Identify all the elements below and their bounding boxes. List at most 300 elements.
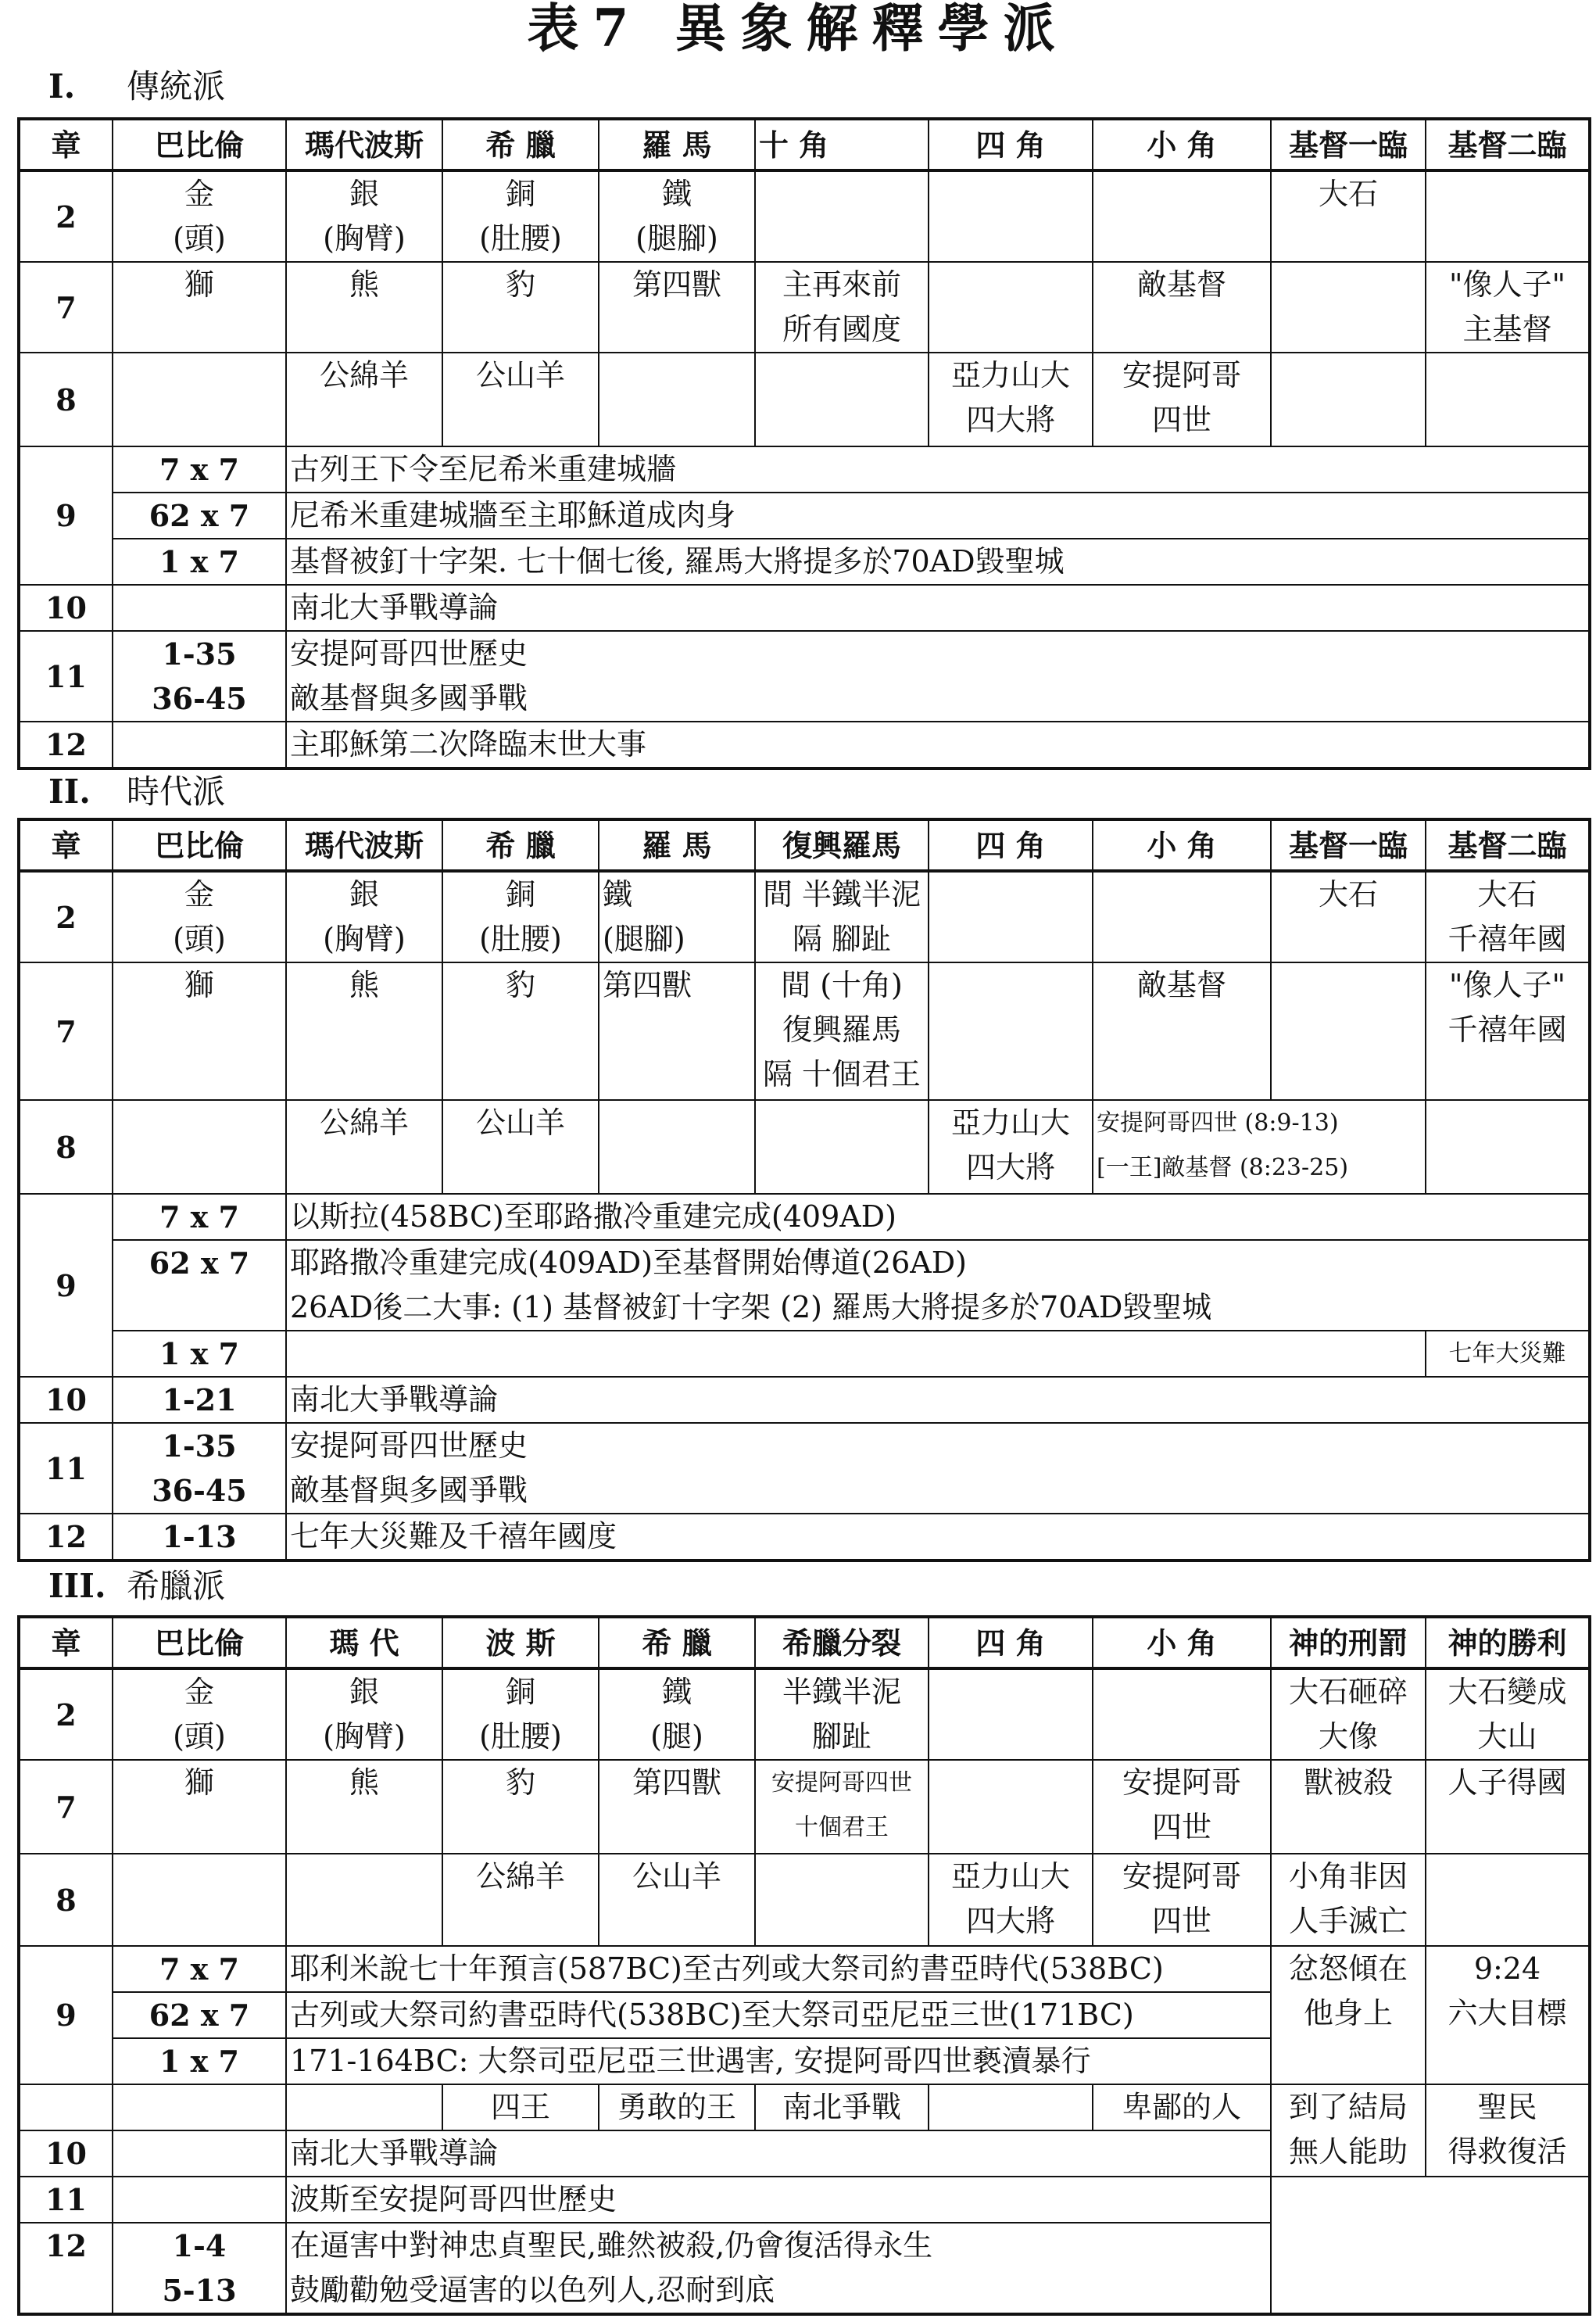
cell-text: 人手滅亡 (1288, 1904, 1408, 1938)
table-cell (929, 170, 1093, 262)
chapter-cell: 10 (19, 2130, 113, 2177)
header-row (19, 119, 1590, 170)
table-row (19, 1194, 1590, 1240)
col-header: 羅 馬 (599, 119, 755, 170)
table-cell (755, 262, 929, 353)
table-row (19, 446, 1590, 493)
cell-text: 十個君王 (802, 1057, 921, 1091)
section-name: 希臘派 (127, 1567, 226, 1605)
cell-text: 36-45 (152, 1473, 247, 1508)
table-cell (442, 170, 599, 262)
table-cell (286, 1854, 442, 1946)
table-cell (929, 1668, 1093, 1760)
table-cell: 波斯至安提阿哥四世歷史 (286, 2177, 1271, 2223)
chapter-cell: 7 (19, 962, 113, 1100)
interval-marker: 隔 (762, 1057, 793, 1091)
table-row (19, 1514, 1590, 1561)
cell-text: 腳趾 (832, 922, 892, 956)
table-cell (755, 871, 929, 962)
chapter-cell: 11 (19, 631, 113, 722)
table-cell: 大石 (1271, 871, 1426, 962)
table-cell: 獸被殺 (1271, 1760, 1426, 1854)
table-cell: 敵基督 (1093, 962, 1271, 1100)
interval-marker: 隔 (792, 922, 822, 956)
col-header: 復興羅馬 (755, 819, 929, 871)
col-header: 四 角 (929, 1617, 1093, 1668)
table-row (19, 493, 1590, 539)
col-header: 巴比倫 (113, 1617, 286, 1668)
table-row (19, 1377, 1590, 1423)
table-cell: 1-13 (113, 1514, 286, 1561)
table-cell (1426, 1668, 1590, 1760)
table-cell: 熊 (286, 262, 442, 353)
col-header: 希 臘 (442, 119, 599, 170)
table-cell (113, 1100, 286, 1194)
col-header: 章 (19, 819, 113, 871)
col-header: 巴比倫 (113, 119, 286, 170)
table-cell (1426, 1946, 1590, 2084)
cell-text: 千禧年國 (1447, 1012, 1567, 1047)
cell-text: 鐵 (603, 877, 633, 912)
section-heading-3 (48, 1562, 225, 1611)
table-cell (1271, 1946, 1426, 2084)
table-row (19, 1240, 1590, 1285)
table-cell (755, 1100, 929, 1194)
table-cell (113, 1668, 286, 1760)
chapter-cell: 7 (19, 262, 113, 353)
table-cell: 熊 (286, 962, 442, 1100)
cell-text: (頭) (173, 922, 226, 956)
cell-text: 亞力山大 (950, 1105, 1070, 1140)
table-cell (19, 2084, 113, 2130)
table-row (19, 962, 1590, 1100)
cell-text: 四世 (1151, 403, 1211, 437)
cell-text: (胸臂) (323, 221, 406, 256)
cell-text: 他身上 (1303, 1996, 1393, 2030)
col-header: 基督二臨 (1426, 119, 1590, 170)
table-cell (755, 962, 929, 1100)
cell-text: (頭) (173, 221, 226, 256)
table-cell (929, 1100, 1093, 1194)
cell-text: (胸臂) (323, 1719, 406, 1754)
cell-text: 1-4 (172, 2228, 227, 2263)
col-header: 波 斯 (442, 1617, 599, 1668)
table-cell (286, 2223, 1271, 2314)
cell-text: (頭) (173, 1719, 226, 1754)
header-row (19, 819, 1590, 871)
table-cell (286, 1668, 442, 1760)
table-cell (113, 1854, 286, 1946)
cell-text: (腿腳) (635, 221, 718, 256)
table-cell (113, 170, 286, 262)
table-cell: 尼希米重建城牆至主耶穌道成肉身 (286, 493, 1590, 539)
col-header: 四 角 (929, 119, 1093, 170)
cell-text: 金 (184, 1675, 214, 1709)
table-cell: 南北大爭戰導論 (286, 1377, 1590, 1423)
col-header: 神的勝利 (1426, 1617, 1590, 1668)
table-cell: 豹 (442, 262, 599, 353)
table-cell: 以斯拉(458BC)至耶路撒冷重建完成(409AD) (286, 1194, 1590, 1240)
section-heading-2 (48, 768, 225, 816)
table-cell (1271, 962, 1426, 1100)
table-cell: 171-164BC: 大祭司亞尼亞三世遇害, 安提阿哥四世褻瀆暴行 (286, 2038, 1271, 2084)
cell-text: 大石砸碎 (1288, 1675, 1408, 1709)
table-cell: 基督被釘十字架. 七十個七後, 羅馬大將提多於70AD毀聖城 (286, 539, 1590, 585)
table-row (19, 353, 1590, 446)
table-cell: 勇敢的王 (599, 2084, 755, 2130)
cell-text: 鼓勵勸勉受逼害的以色列人,忍耐到底 (290, 2273, 775, 2307)
cell-text: (肚腰) (479, 1719, 562, 1754)
col-header: 章 (19, 1617, 113, 1668)
table-cell: 7 x 7 (113, 446, 286, 493)
table-cell (755, 170, 929, 262)
col-header: 十 角 (755, 119, 929, 170)
table-cell: 公綿羊 (442, 1854, 599, 1946)
table-cell (113, 2177, 286, 2223)
chapter-cell: 8 (19, 1100, 113, 1194)
table-cell (1271, 262, 1426, 353)
cell-text: 銀 (349, 177, 379, 211)
col-header: 小 角 (1093, 1617, 1271, 1668)
table-row (19, 871, 1590, 962)
cell-text: 鐵 (661, 177, 692, 211)
cell-text: 半鐵半泥 (782, 1675, 901, 1709)
table-cell (286, 170, 442, 262)
col-header: 小 角 (1093, 819, 1271, 871)
table-cell (286, 1331, 1426, 1377)
col-header: 希 臘 (442, 819, 599, 871)
table-cell: 卑鄙的人 (1093, 2084, 1271, 2130)
chapter-cell: 2 (19, 1668, 113, 1760)
col-header: 基督一臨 (1271, 819, 1426, 871)
table-cell (1426, 1100, 1590, 1194)
table-traditional-school (17, 117, 1591, 770)
table-cell: 第四獸 (599, 1760, 755, 1854)
page-title: 表7 異象解釋學派 (527, 0, 1069, 59)
cell-text: 忿怒傾在 (1288, 1951, 1408, 1986)
cell-text: 敵基督與多國爭戰 (290, 1473, 528, 1507)
section-heading-1 (48, 63, 225, 111)
col-header: 希 臘 (599, 1617, 755, 1668)
chapter-cell: 12 (19, 722, 113, 769)
table-cell: 公綿羊 (286, 353, 442, 446)
cell-text: 四世 (1151, 1904, 1211, 1938)
table-cell (113, 2084, 286, 2130)
chapter-cell: 11 (19, 2177, 113, 2223)
cell-text: (肚腰) (479, 221, 562, 256)
table-cell (113, 631, 286, 722)
cell-text: 大山 (1477, 1719, 1537, 1754)
table-row (19, 1760, 1590, 1854)
table-cell (1426, 2084, 1590, 2177)
cell-text: 四大將 (965, 403, 1055, 437)
table-row (19, 2084, 1590, 2130)
table-cell: 26AD後二大事: (1) 基督被釘十字架 (2) 羅馬大將提多於70AD毀聖城 (286, 1285, 1590, 1331)
cell-text: 復興羅馬 (782, 1012, 901, 1047)
chapter-cell: 7 (19, 1760, 113, 1854)
chapter-cell: 12 (19, 2223, 113, 2314)
section-number: III. (48, 1567, 106, 1605)
table-cell (599, 871, 755, 962)
col-header: 章 (19, 119, 113, 170)
table-cell: 1 x 7 (113, 539, 286, 585)
cell-text: 金 (184, 177, 214, 211)
table-cell (599, 170, 755, 262)
table-cell (1426, 871, 1590, 962)
chapter-cell: 8 (19, 1854, 113, 1946)
table-cell (929, 871, 1093, 962)
header-row (19, 1617, 1590, 1668)
table-cell (755, 1668, 929, 1760)
table-cell: 南北大爭戰導論 (286, 585, 1590, 631)
cell-text: 安提阿哥四世 (8:9-13) (1097, 1109, 1339, 1137)
interval-marker: 間 (781, 968, 811, 1002)
table-cell (1093, 353, 1271, 446)
table-cell (1093, 1668, 1271, 1760)
cell-text: 腳趾 (811, 1719, 871, 1754)
cell-text: "像人子" (1449, 267, 1566, 302)
table-cell (1093, 871, 1271, 962)
table-cell: 獅 (113, 1760, 286, 1854)
table-row (19, 1668, 1590, 1760)
section-name: 時代派 (127, 772, 226, 811)
table-cell: 7 x 7 (113, 1194, 286, 1240)
col-header: 瑪 代 (286, 1617, 442, 1668)
cell-text: [一王]敵基督 (8:23-25) (1097, 1154, 1349, 1181)
table-cell (755, 1854, 929, 1946)
cell-text: 在逼害中對神忠貞聖民,雖然被殺,仍會復活得永生 (290, 2228, 933, 2263)
cell-text: 1-35 (162, 1428, 237, 1464)
col-header: 瑪代波斯 (286, 819, 442, 871)
table-cell: 公綿羊 (286, 1100, 442, 1194)
table-cell (929, 2084, 1093, 2130)
table-cell: 7 x 7 (113, 1946, 286, 1992)
table-row (19, 1331, 1590, 1377)
table-cell (1093, 1854, 1271, 1946)
cell-text: 到了結局 (1288, 2090, 1408, 2124)
cell-text: 安提阿哥四世歷史 (290, 1428, 528, 1463)
table-cell (1271, 1854, 1426, 1946)
chapter-cell: 9 (19, 1946, 113, 2084)
cell-text: 敵基督與多國爭戰 (290, 681, 528, 715)
table-row (19, 585, 1590, 631)
table-cell: 1 x 7 (113, 2038, 286, 2084)
table-cell (1093, 1100, 1426, 1194)
table-cell: 耶利米說七十年預言(587BC)至古列或大祭司約書亞時代(538BC) (286, 1946, 1271, 1992)
cell-text: (腿腳) (603, 922, 685, 956)
cell-text: 大石 (1477, 877, 1537, 912)
cell-text: 所有國度 (782, 312, 901, 346)
table-cell (1426, 353, 1590, 446)
table-row (19, 1946, 1590, 1992)
cell-text: "像人子" (1449, 968, 1566, 1002)
table-cell (1271, 2084, 1426, 2177)
table-cell: 豹 (442, 962, 599, 1100)
chapter-cell: 12 (19, 1514, 113, 1561)
table-cell: 62 x 7 (113, 493, 286, 539)
table-cell: 人子得國 (1426, 1760, 1590, 1854)
cell-text: (肚腰) (479, 922, 562, 956)
table-cell (113, 2223, 286, 2314)
cell-text: 大石變成 (1447, 1675, 1567, 1709)
table-dispensational-school (17, 818, 1591, 1562)
cell-text: 銀 (349, 877, 379, 912)
cell-text: 亞力山大 (950, 1859, 1070, 1894)
col-header: 希臘分裂 (755, 1617, 929, 1668)
table-row (19, 1854, 1590, 1946)
chapter-cell: 2 (19, 170, 113, 262)
table-cell: 公山羊 (442, 1100, 599, 1194)
table-cell: 南北爭戰 (755, 2084, 929, 2130)
cell-text: 銀 (349, 1675, 379, 1709)
chapter-cell: 8 (19, 353, 113, 446)
table-cell: 古列王下令至尼希米重建城牆 (286, 446, 1590, 493)
table-row (19, 722, 1590, 769)
table-cell: 大石 (1271, 170, 1426, 262)
table-cell (1426, 962, 1590, 1100)
table-cell (113, 871, 286, 962)
cell-text: 銅 (505, 877, 535, 912)
chapter-cell: 9 (19, 1194, 113, 1377)
table-cell (113, 1423, 286, 1514)
cell-text: 9:24 (1473, 1951, 1541, 1986)
table-cell: 62 x 7 (113, 1992, 286, 2038)
cell-text: 36-45 (152, 681, 247, 716)
table-cell: 1 x 7 (113, 1331, 286, 1377)
cell-text: 半鐵半泥 (802, 877, 921, 912)
cell-text: 主再來前 (782, 267, 901, 302)
table-cell (929, 262, 1093, 353)
cell-text: 亞力山大 (950, 358, 1070, 392)
cell-text: 鐵 (661, 1675, 692, 1709)
cell-text: 安提阿哥四世 (771, 1769, 912, 1797)
cell-text: 金 (184, 877, 214, 912)
table-cell: 獅 (113, 262, 286, 353)
table-cell: 耶路撒冷重建完成(409AD)至基督開始傳道(26AD) (286, 1240, 1590, 1285)
table-row (19, 631, 1590, 722)
cell-text: 六大目標 (1447, 1996, 1567, 2030)
table-cell (113, 722, 286, 769)
cell-text: 聖民 (1477, 2090, 1537, 2124)
table-row (19, 1100, 1590, 1194)
table-cell (929, 353, 1093, 446)
table-cell (442, 1668, 599, 1760)
col-header: 神的刑罰 (1271, 1617, 1426, 1668)
table-cell (929, 1854, 1093, 1946)
table-cell (113, 353, 286, 446)
col-header: 巴比倫 (113, 819, 286, 871)
chapter-cell: 10 (19, 1377, 113, 1423)
chapter-cell: 10 (19, 585, 113, 631)
col-header: 基督二臨 (1426, 819, 1590, 871)
cell-text: 安提阿哥 (1122, 358, 1241, 392)
table-cell: 七年大災難及千禧年國度 (286, 1514, 1590, 1561)
table-cell: 公山羊 (442, 353, 599, 446)
cell-text: 銅 (505, 177, 535, 211)
section-name: 傳統派 (127, 67, 226, 106)
table-cell: 第四獸 (599, 262, 755, 353)
table-cell (1426, 1854, 1590, 1946)
cell-text: 大像 (1318, 1719, 1378, 1754)
section-number: II. (48, 772, 91, 811)
table-cell: 獅 (113, 962, 286, 1100)
cell-text: 十個君王 (795, 1814, 889, 1841)
table-cell: 熊 (286, 1760, 442, 1854)
table-cell: 敵基督 (1093, 262, 1271, 353)
table-cell: 主耶穌第二次降臨末世大事 (286, 722, 1590, 769)
cell-text: 千禧年國 (1447, 922, 1567, 956)
table-cell (599, 1100, 755, 1194)
interval-marker: 間 (762, 877, 793, 912)
chapter-cell: 11 (19, 1423, 113, 1514)
cell-text: 無人能助 (1288, 2134, 1408, 2169)
table-cell (286, 871, 442, 962)
table-cell: 公山羊 (599, 1854, 755, 1946)
cell-text: 1-35 (162, 636, 237, 672)
chapter-cell: 9 (19, 446, 113, 585)
table-cell (286, 631, 1590, 722)
cell-text: 銅 (505, 1675, 535, 1709)
col-header: 小 角 (1093, 119, 1271, 170)
table-cell: 豹 (442, 1760, 599, 1854)
table-row (19, 262, 1590, 353)
table-row (19, 170, 1590, 262)
table-cell (113, 2130, 286, 2177)
cell-text: (腿) (650, 1719, 703, 1754)
table-cell (1426, 262, 1590, 353)
cell-text: (胸臂) (323, 922, 406, 956)
table-row (19, 1423, 1590, 1514)
cell-text: 小角非因 (1288, 1859, 1408, 1894)
table-cell: 南北大爭戰導論 (286, 2130, 1271, 2177)
col-header: 瑪代波斯 (286, 119, 442, 170)
cell-text: 5-13 (162, 2273, 237, 2308)
col-header: 四 角 (929, 819, 1093, 871)
table-cell (1093, 1760, 1271, 1854)
cell-text: 安提阿哥 (1122, 1765, 1241, 1800)
table-greek-school (17, 1615, 1591, 2316)
table-cell (113, 585, 286, 631)
col-header: 基督一臨 (1271, 119, 1426, 170)
table-cell (929, 962, 1093, 1100)
cell-text: 四大將 (965, 1904, 1055, 1938)
table-cell: 古列或大祭司約書亞時代(538BC)至大祭司亞尼亞三世(171BC) (286, 1992, 1271, 2038)
table-cell: 62 x 7 (113, 1240, 286, 1331)
table-cell (1426, 170, 1590, 262)
cell-text: 安提阿哥四世歷史 (290, 636, 528, 671)
cell-text: 四世 (1151, 1810, 1211, 1844)
table-row (19, 539, 1590, 585)
table-cell (1271, 1668, 1426, 1760)
table-cell (755, 353, 929, 446)
chapter-cell: 2 (19, 871, 113, 962)
cell-text: 四大將 (965, 1150, 1055, 1184)
cell-text: 安提阿哥 (1122, 1859, 1241, 1894)
table-cell (929, 1760, 1093, 1854)
table-row (19, 2177, 1590, 2223)
table-cell: 1-21 (113, 1377, 286, 1423)
cell-text: 得救復活 (1447, 2134, 1567, 2169)
table-cell: 七年大災難 (1426, 1331, 1590, 1377)
table-cell (286, 1423, 1590, 1514)
cell-text: (十角) (820, 968, 903, 1002)
table-cell (1271, 2177, 1590, 2314)
table-cell (1093, 170, 1271, 262)
table-cell (599, 353, 755, 446)
table-cell (599, 1668, 755, 1760)
table-cell: 四王 (442, 2084, 599, 2130)
table-cell: 第四獸 (599, 962, 755, 1100)
